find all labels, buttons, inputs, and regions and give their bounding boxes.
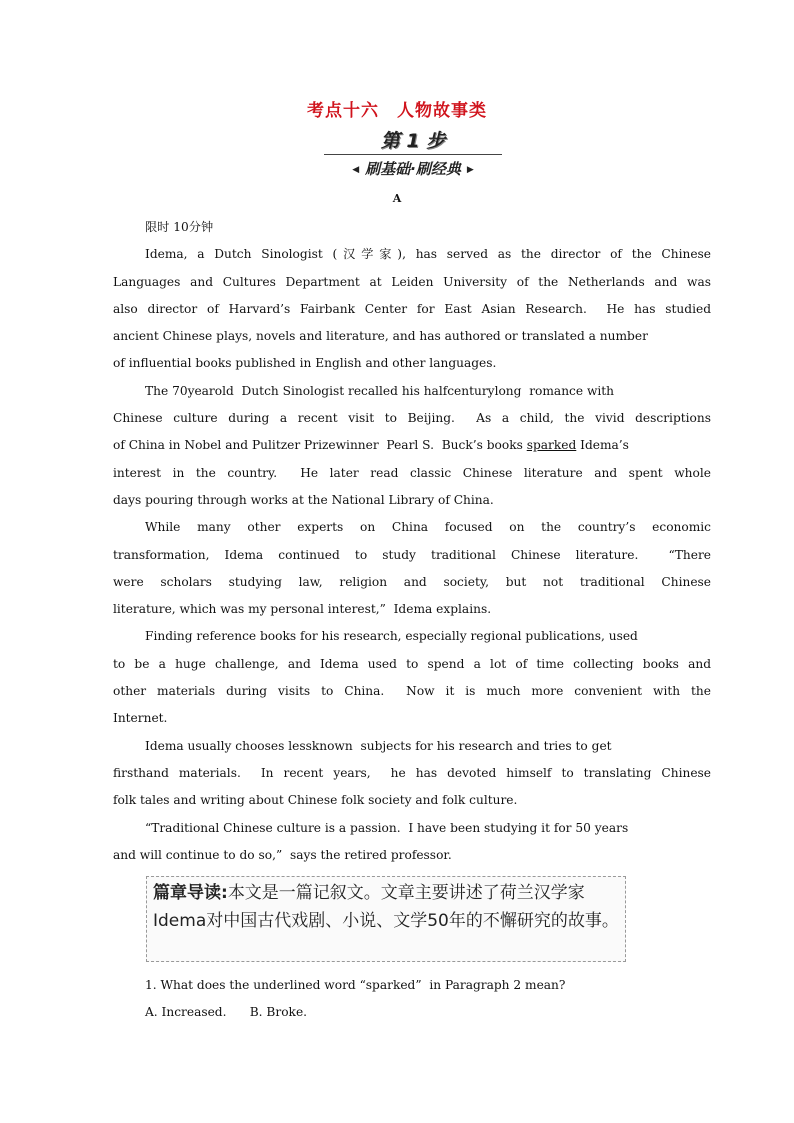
underlined-word: sparked [526, 438, 577, 453]
triangle-left-icon: ◀ [352, 164, 360, 175]
guide-label: 篇章导读: [153, 883, 228, 903]
passage-line: were scholars studying law, religion and society, but not traditional Chinese [113, 574, 711, 589]
passage-text: of China in Nobel and Pulitzer Prizewinner Pearl S. Buck’s books [113, 438, 527, 453]
time-limit: 限时 10分钟 [145, 220, 214, 234]
passage-line: to be a huge challenge, and Idema used to spend a lot of time collecting books and [113, 656, 711, 671]
passage-line: transformation, Idema continued to study traditional Chinese literature. “There [113, 547, 711, 562]
passage [113, 214, 711, 869]
article-guide-box [146, 876, 626, 962]
passage-line: also director of Harvard’s Fairbank Center for East Asian Research. He has studied [113, 301, 711, 316]
lesson-title: 考点十六 人物故事类 [307, 101, 487, 121]
passage-line [113, 432, 711, 459]
passage-line: Idema usually chooses lessknown subjects for his research and tries to get [145, 738, 612, 753]
step-banner [320, 126, 506, 182]
passage-line: and will continue to do so,” says the retired professor. [113, 847, 452, 862]
passage-line: While many other experts on China focused on the country’s economic [145, 520, 711, 535]
passage-line: The 70yearold Dutch Sinologist recalled his halfcenturylong romance with [145, 383, 615, 398]
passage-line: of influential books published in English and other languages. [113, 356, 497, 371]
passage-text: Idema’s [576, 438, 629, 453]
passage-line: folk tales and writing about Chinese folk society and folk culture. [113, 793, 518, 808]
passage-line: Finding reference books for his research, especially regional publications, used [145, 629, 638, 644]
question-stem: 1. What does the underlined word “sparked” in Paragraph 2 mean? [145, 978, 566, 992]
section-label: A [392, 192, 402, 205]
passage-line: interest in the country. He later read classic Chinese literature and spent whole [113, 465, 711, 480]
passage-line: Idema, a Dutch Sinologist (汉学家), has served as the director of the Chinese [145, 247, 711, 262]
passage-line: firsthand materials. In recent years, he has devoted himself to translating Chinese [113, 765, 711, 780]
step-subtitle-text: 刷基础·刷经典 [365, 160, 461, 178]
triangle-right-icon: ▶ [466, 164, 474, 175]
passage-line: “Traditional Chinese culture is a passion. I have been studying it for 50 years [145, 820, 629, 835]
question-options: A. Increased. B. Broke. [145, 1005, 308, 1019]
passage-line: Internet. [113, 711, 168, 726]
passage-line: Languages and Cultures Department at Leiden University of the Netherlands and was [113, 274, 711, 289]
passage-line: other materials during visits to China. Now it is much more convenient with the [113, 684, 711, 699]
step-label: 第 1 步 [380, 130, 446, 152]
passage-line: days pouring through works at the National Library of China. [113, 492, 494, 507]
guide-text: 本文是一篇记叙文。文章主要讲述了荷兰汉学家Idema对中国古代戏剧、小说、文学50年的不懈研究的故事。 [153, 883, 619, 931]
passage-line: Chinese culture during a recent visit to Beijing. As a child, the vivid descriptions [113, 411, 711, 426]
step-subtitle [320, 158, 506, 179]
step-divider [324, 154, 502, 155]
passage-line: ancient Chinese plays, novels and literature, and has authored or translated a number [113, 329, 648, 344]
passage-line: literature, which was my personal interest,” Idema explains. [113, 602, 492, 617]
